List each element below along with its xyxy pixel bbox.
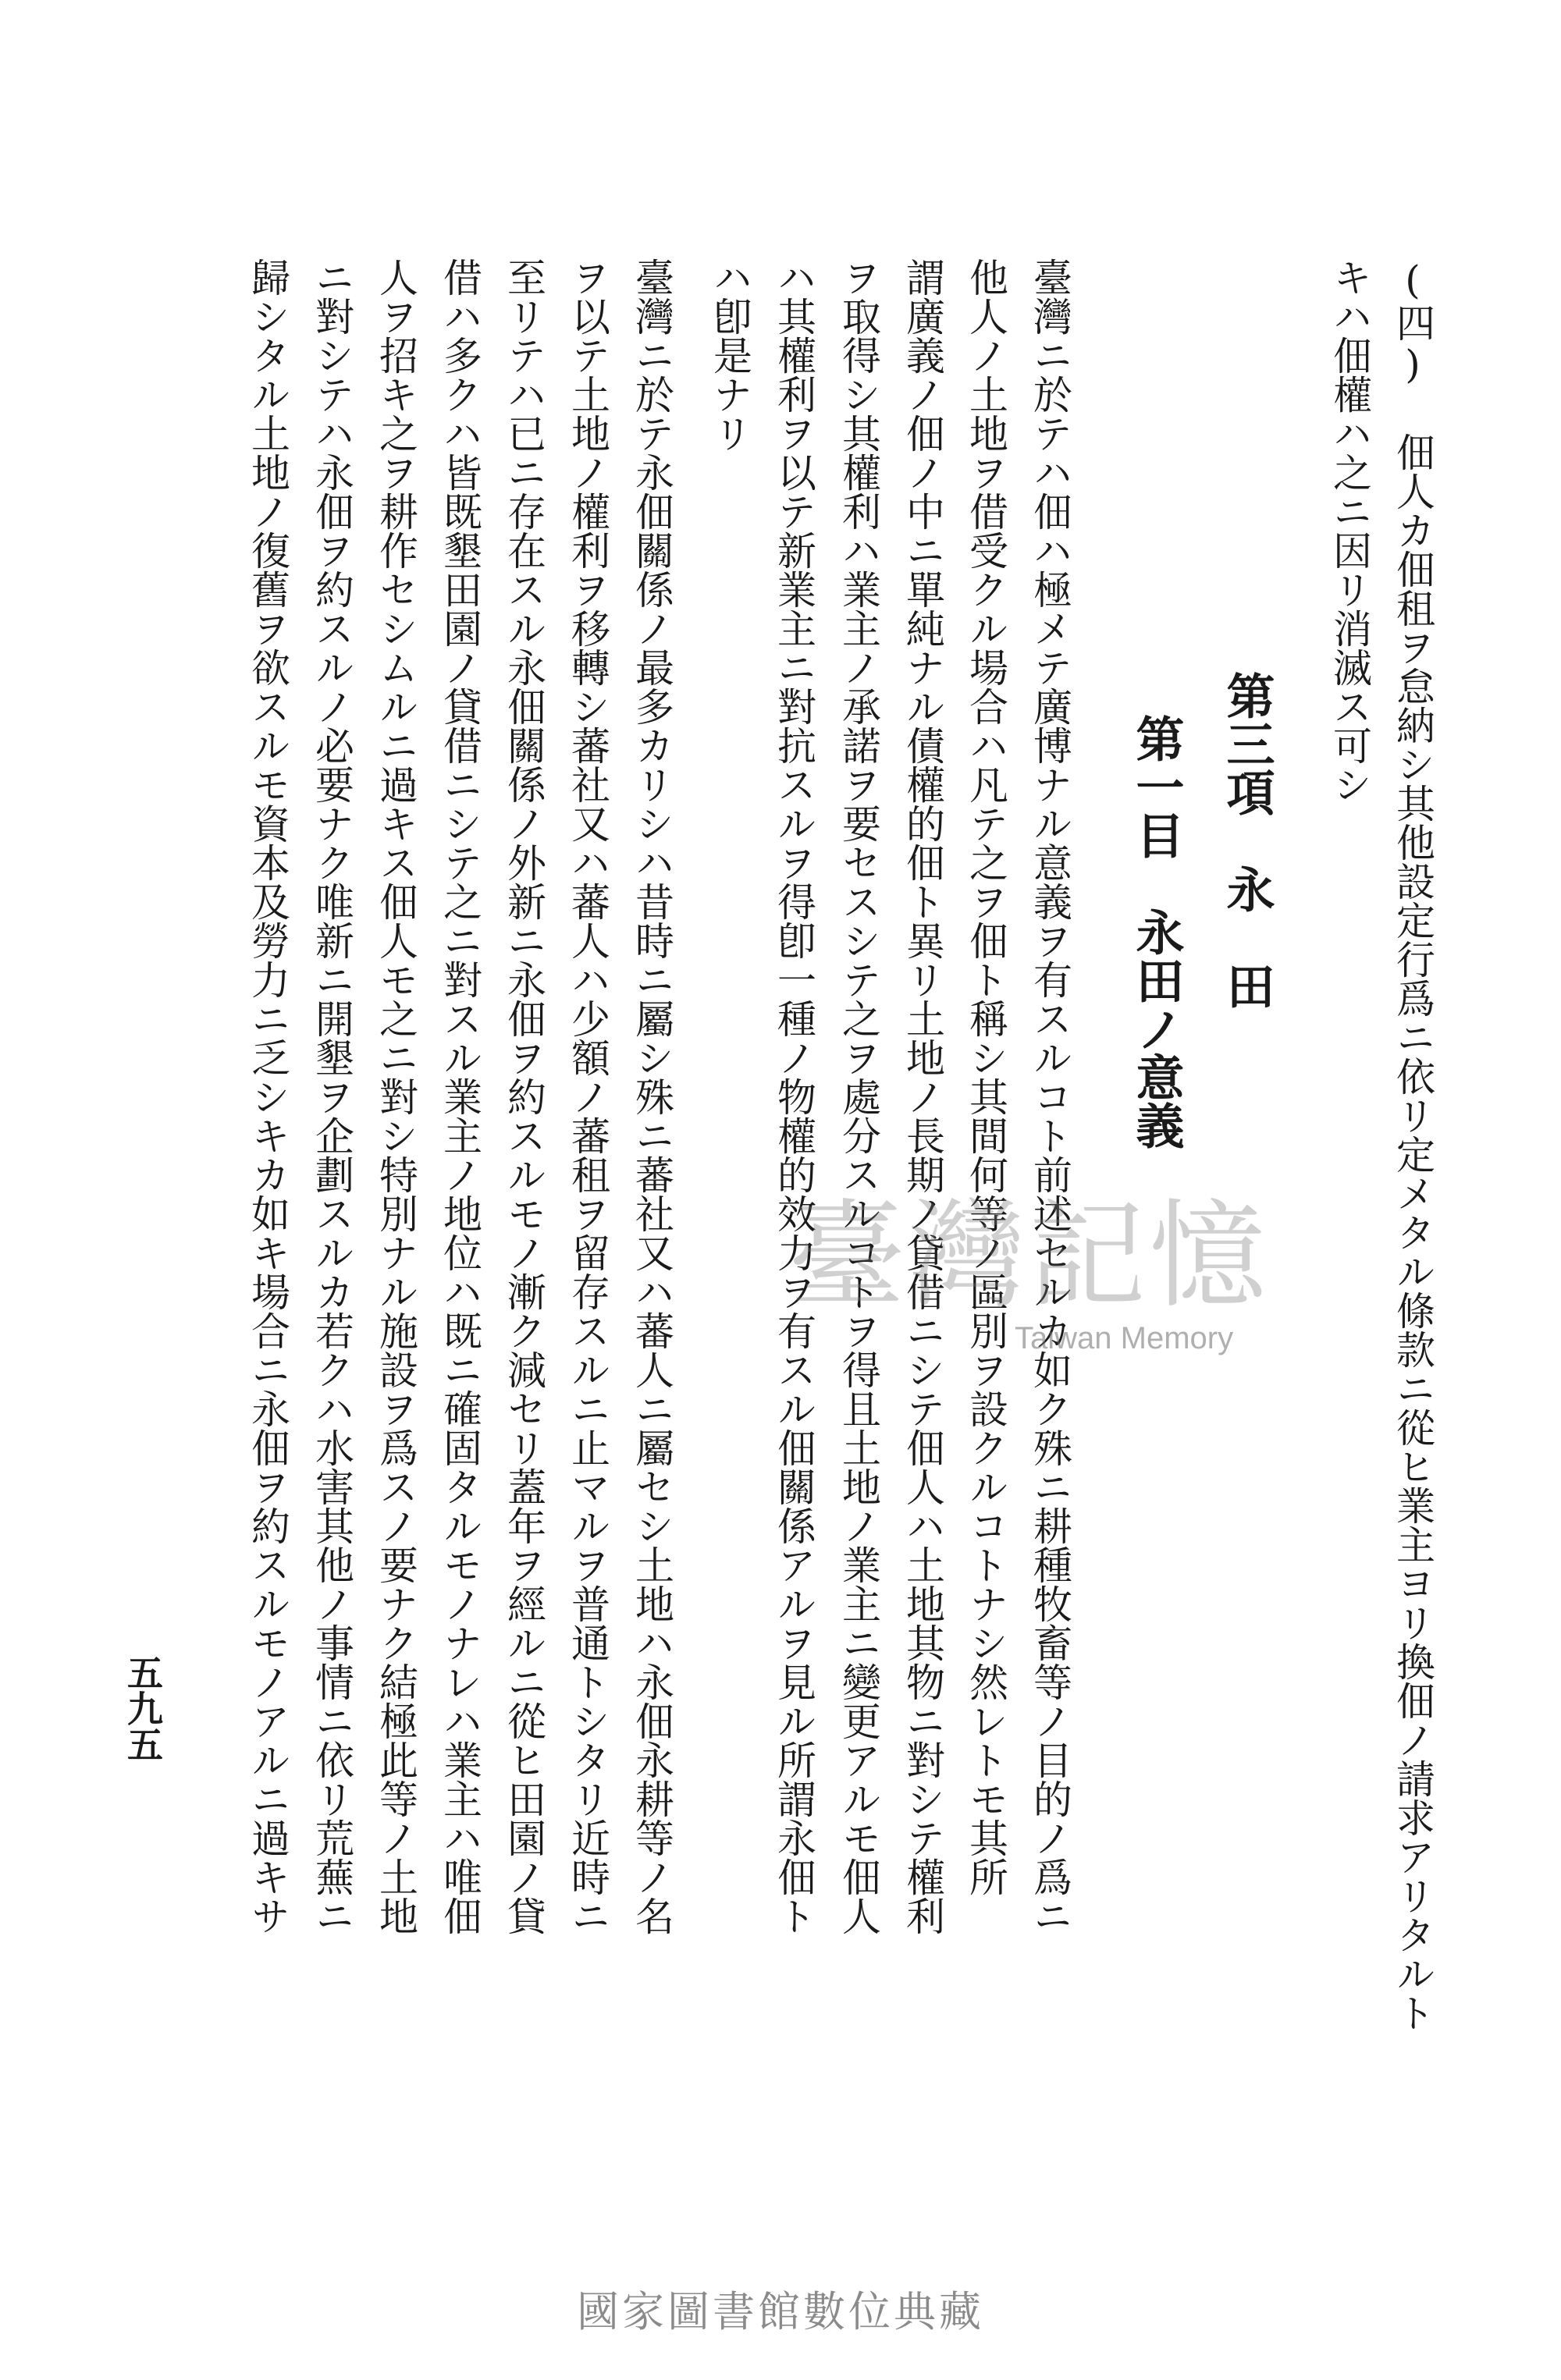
watermark-caption: Taiwan Memory: [1015, 1321, 1234, 1355]
watermark-logo-text: 臺灣記憶: [788, 1188, 1270, 1324]
text-column: (四) 佃人カ佃租ヲ怠納シ其他設定行爲ニ依リ定メタル條款ニ從ヒ業主ヨリ換佃ノ請求アリタルト: [1390, 258, 1435, 2032]
text-column: 他人ノ土地ヲ借受クル場合ハ凡テ之ヲ佃ト稱シ其間何等ノ區別ヲ設クルコトナシ然レトモ其所: [963, 258, 1008, 1896]
text-column: 歸シタル土地ノ復舊ヲ欲スルモ資本及勞力ニ乏シキカ如キ場合ニ永佃ヲ約スルモノアルニ過キサ: [245, 258, 290, 1935]
text-column: 借ハ多クハ皆既墾田園ノ貸借ニシテ之ニ對スル業主ノ地位ハ既ニ確固タルモノナレハ業主ハ唯佃: [437, 258, 482, 1935]
text-column: ハ卽是ナリ: [707, 258, 752, 453]
text-column: ニ對シテハ永佃ヲ約スルノ必要ナク唯新ニ開墾ヲ企劃スルカ若クハ水害其他ノ事情ニ依リ荒蕪ニ: [309, 258, 354, 1935]
text-column: 謂廣義ノ佃ノ中ニ單純ナル債權的佃ト異リ土地ノ長期ノ貸借ニシテ佃人ハ土地其物ニ對シテ權利: [900, 258, 945, 1935]
text-column: 臺灣ニ於テハ佃ハ極メテ廣博ナル意義ヲ有スルコト前述セルカ如ク殊ニ耕種牧畜等ノ目的ノ爲ニ: [1027, 258, 1072, 1935]
subsection-heading: 第一目 永田ノ意義: [1128, 714, 1185, 1149]
page-number: 五九五: [122, 1654, 164, 1762]
text-column: 人ヲ招キ之ヲ耕作セシムルニ過キス佃人モ之ニ對シ特別ナル施設ヲ爲スノ要ナク結極此等ノ土地: [373, 258, 418, 1935]
text-column: ハ其權利ヲ以テ新業主ニ對抗スルヲ得卽一種ノ物權的效力ヲ有スル佃關係アルヲ見ル所謂永佃ト: [771, 258, 816, 1935]
section-heading: 第三項 永 田: [1218, 671, 1275, 1010]
text-column: 至リテハ已ニ存在スル永佃關係ノ外新ニ永佃ヲ約スルモノ漸ク減セリ蓋年ヲ經ルニ從ヒ田園ノ貸: [501, 258, 546, 1935]
text-column: ヲ以テ土地ノ權利ヲ移轉シ蕃社又ハ蕃人ハ少額ノ蕃租ヲ留存スルニ止マルヲ普通トシタリ近時ニ: [565, 258, 610, 1935]
footer-credit: 國家圖書館數位典藏: [577, 2287, 984, 2336]
text-column: キハ佃權ハ之ニ因リ消滅ス可シ: [1327, 258, 1372, 804]
text-column: ヲ取得シ其權利ハ業主ノ承諾ヲ要セスシテ之ヲ處分スルコトヲ得且土地ノ業主ニ變更アルモ佃人: [836, 258, 881, 1935]
text-column: 臺灣ニ於テ永佃關係ノ最多カリシハ昔時ニ屬シ殊ニ蕃社又ハ蕃人ニ屬セシ土地ハ永佃永耕等ノ名: [629, 258, 674, 1935]
watermark-logo: [788, 1188, 1319, 1377]
